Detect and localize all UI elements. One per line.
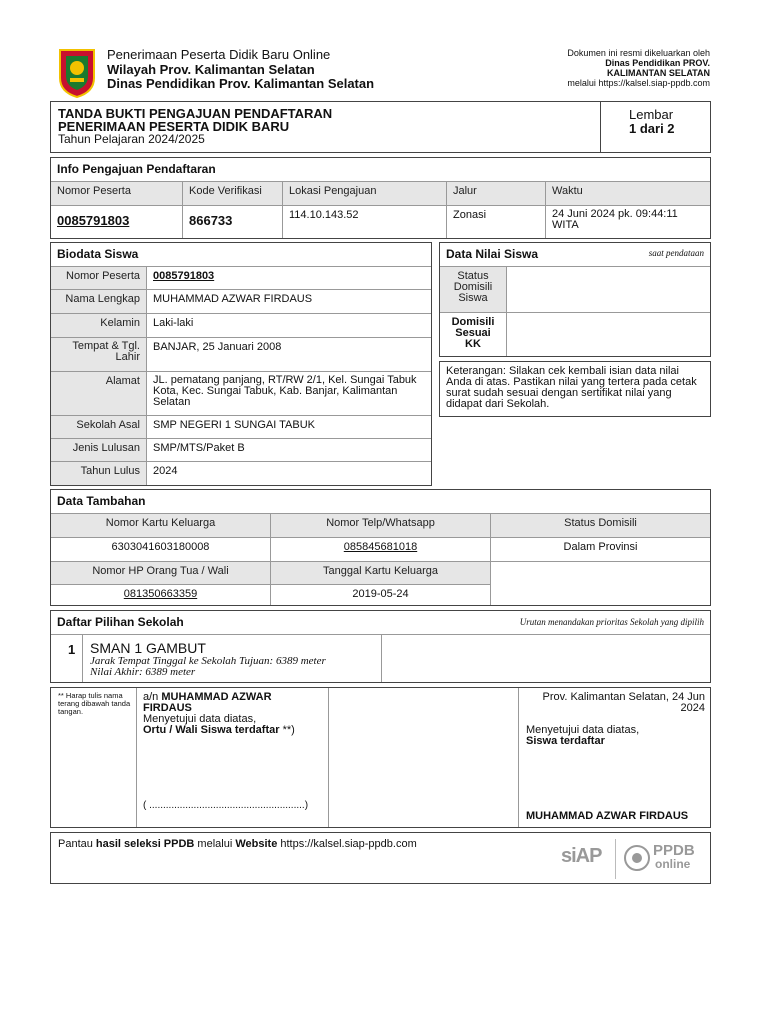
title-line3: Tahun Pelajaran 2024/2025 [58, 132, 205, 146]
menyetujui-ortu: Menyetujui data diatas, [143, 713, 257, 725]
tambahan-value-hp: 081350663359 [123, 588, 198, 600]
nilai-section [439, 242, 711, 357]
an-name: MUHAMMAD AZWAR FIRDAUS [143, 691, 272, 714]
footer-pre: Pantau [58, 838, 96, 850]
harap-note: ** Harap tulis nama terang dibawah tanda tangan. [58, 691, 131, 716]
siap-logo [561, 845, 601, 868]
pilihan-note: Urutan menandakan prioritas Sekolah yang dipilih [519, 617, 704, 627]
biodata-label-tahun: Tahun Lulus [51, 462, 147, 485]
header-note3: KALIMANTAN SELATAN [607, 68, 710, 78]
pilihan-section [50, 610, 711, 683]
nilai-note: saat pendataan [648, 248, 704, 258]
footer-url[interactable]: https://kalsel.siap-ppdb.com [277, 838, 417, 850]
lembar-label: Lembar [629, 107, 674, 122]
biodata-value-tahun: 2024 [153, 465, 178, 477]
info-jalur-value: Zonasi [447, 206, 546, 238]
tambahan-section-title: Data Tambahan [51, 490, 710, 514]
biodata-section [50, 242, 432, 486]
header-note2: Dinas Pendidikan PROV. [605, 58, 710, 68]
info-lokasi-value: 114.10.143.52 [283, 206, 447, 238]
title-line2: PENERIMAAN PESERTA DIDIK BARU [58, 119, 290, 134]
ppdb-logo-text: PPDB [653, 842, 695, 859]
tambahan-section [50, 489, 711, 606]
lembar-value: 1 dari 2 [629, 121, 675, 136]
place-date: Prov. Kalimantan Selatan, 24 Jun 2024 [542, 691, 705, 714]
biodata-value-nomor: 0085791803 [153, 270, 215, 282]
info-section-title: Info Pengajuan Pendaftaran [51, 158, 710, 182]
info-waktu-value: 24 Juni 2024 pk. 09:44:11 WITA [552, 208, 678, 231]
tambahan-header-kk: Nomor Kartu Keluarga [51, 514, 271, 538]
biodata-value-alamat: JL. pematang panjang, RT/RW 2/1, Kel. Sungai Tabuk Kota, Kec. Sungai Tabuk, Kab. Banjar, Kalimantan Selatan [147, 372, 431, 416]
title-box [50, 101, 711, 153]
ortu-label: Ortu / Wali Siswa terdaftar [143, 724, 280, 736]
footer-section [50, 832, 711, 884]
nilai-keterangan: Keterangan: Silakan cek kembali isian data nilai Anda di atas. Pastikan nilai yang tertera pada cetak surat sudah sesuai dengan sertifikat nilai yang didapat dari Sekolah. [439, 361, 711, 417]
biodata-value-sekolah: SMP NEGERI 1 SUNGAI TABUK [147, 416, 431, 439]
header-note4: melalui https://kalsel.siap-ppdb.com [567, 78, 710, 88]
biodata-label-lulusan: Jenis Lulusan [51, 439, 147, 462]
pilihan-jarak: Jarak Tempat Tinggal ke Sekolah Tujuan: 6389 meter [90, 655, 326, 667]
info-header-kode: Kode Verifikasi [183, 182, 283, 206]
biodata-label-sekolah: Sekolah Asal [51, 416, 147, 439]
menyetujui-siswa: Menyetujui data diatas, [526, 724, 640, 736]
tambahan-value-status: Dalam Provinsi [491, 538, 710, 562]
pilihan-nilai: Nilai Akhir: 6389 meter [90, 666, 196, 678]
biodata-section-title: Biodata Siswa [51, 243, 431, 267]
info-nomor-value: 0085791803 [57, 213, 130, 228]
nilai-section-title: Data Nilai Siswa [446, 247, 539, 261]
tambahan-value-tglkk: 2019-05-24 [271, 585, 491, 605]
header-line3: Dinas Pendidikan Prov. Kalimantan Selatan [107, 76, 375, 91]
title-line1: TANDA BUKTI PENGAJUAN PENDAFTARAN [58, 106, 333, 121]
info-header-waktu: Waktu [546, 182, 710, 206]
biodata-label-nomor: Nomor Peserta [51, 267, 147, 290]
header-line1: Penerimaan Peserta Didik Baru Online [107, 47, 331, 62]
header-line2: Wilayah Prov. Kalimantan Selatan [107, 62, 315, 77]
info-section [50, 157, 711, 239]
tambahan-header-telp: Nomor Telp/Whatsapp [271, 514, 491, 538]
biodata-label-kelamin: Kelamin [51, 314, 147, 338]
footer-hasil: hasil seleksi PPDB [95, 838, 195, 850]
nilai-status-label: Status Domisili Siswa [440, 267, 507, 313]
info-kode-value: 866733 [189, 213, 233, 228]
siap-logo-text: siAP [561, 845, 602, 867]
biodata-value-kelamin: Laki-laki [147, 314, 431, 338]
biodata-value-lahir: BANJAR, 25 Januari 2008 [147, 338, 431, 372]
biodata-label-nama: Nama Lengkap [51, 290, 147, 314]
ppdb-emblem-icon [623, 843, 651, 873]
ppdb-online-text: online [655, 857, 691, 871]
siswa-label: Siswa terdaftar [526, 735, 605, 747]
biodata-label-alamat: Alamat [51, 372, 147, 416]
an-prefix: a/n [143, 691, 162, 703]
tambahan-header-hp: Nomor HP Orang Tua / Wali [51, 562, 271, 585]
siswa-name: MUHAMMAD AZWAR FIRDAUS [526, 810, 689, 822]
nilai-domisili-label: Domisili Sesuai KK [440, 313, 507, 356]
tambahan-header-tglkk: Tanggal Kartu Keluarga [271, 562, 491, 585]
signature-line: ( ........................................................) [143, 800, 309, 811]
pilihan-school-name: SMAN 1 GAMBUT [90, 640, 206, 656]
info-header-lokasi: Lokasi Pengajuan [283, 182, 447, 206]
footer-mid: melalui [194, 838, 236, 850]
tambahan-value-kk: 6303041603180008 [51, 538, 271, 562]
biodata-value-lulusan: SMP/MTS/Paket B [147, 439, 431, 462]
tambahan-value-telp: 085845681018 [343, 541, 418, 553]
biodata-label-lahir: Tempat & Tgl. Lahir [51, 338, 147, 372]
ortu-suffix: **) [279, 724, 295, 736]
info-header-jalur: Jalur [447, 182, 546, 206]
ppdb-logo [623, 841, 693, 877]
biodata-value-nama: MUHAMMAD AZWAR FIRDAUS [147, 290, 431, 314]
emblem-logo [58, 48, 96, 98]
footer-website: Website [235, 838, 278, 850]
info-header-nomor: Nomor Peserta [51, 182, 183, 206]
pilihan-number: 1 [68, 642, 76, 657]
tambahan-header-status: Status Domisili [491, 514, 710, 538]
pilihan-section-title: Daftar Pilihan Sekolah [57, 615, 184, 629]
signature-section [50, 687, 711, 828]
header-note1: Dokumen ini resmi dikeluarkan oleh [567, 48, 710, 58]
